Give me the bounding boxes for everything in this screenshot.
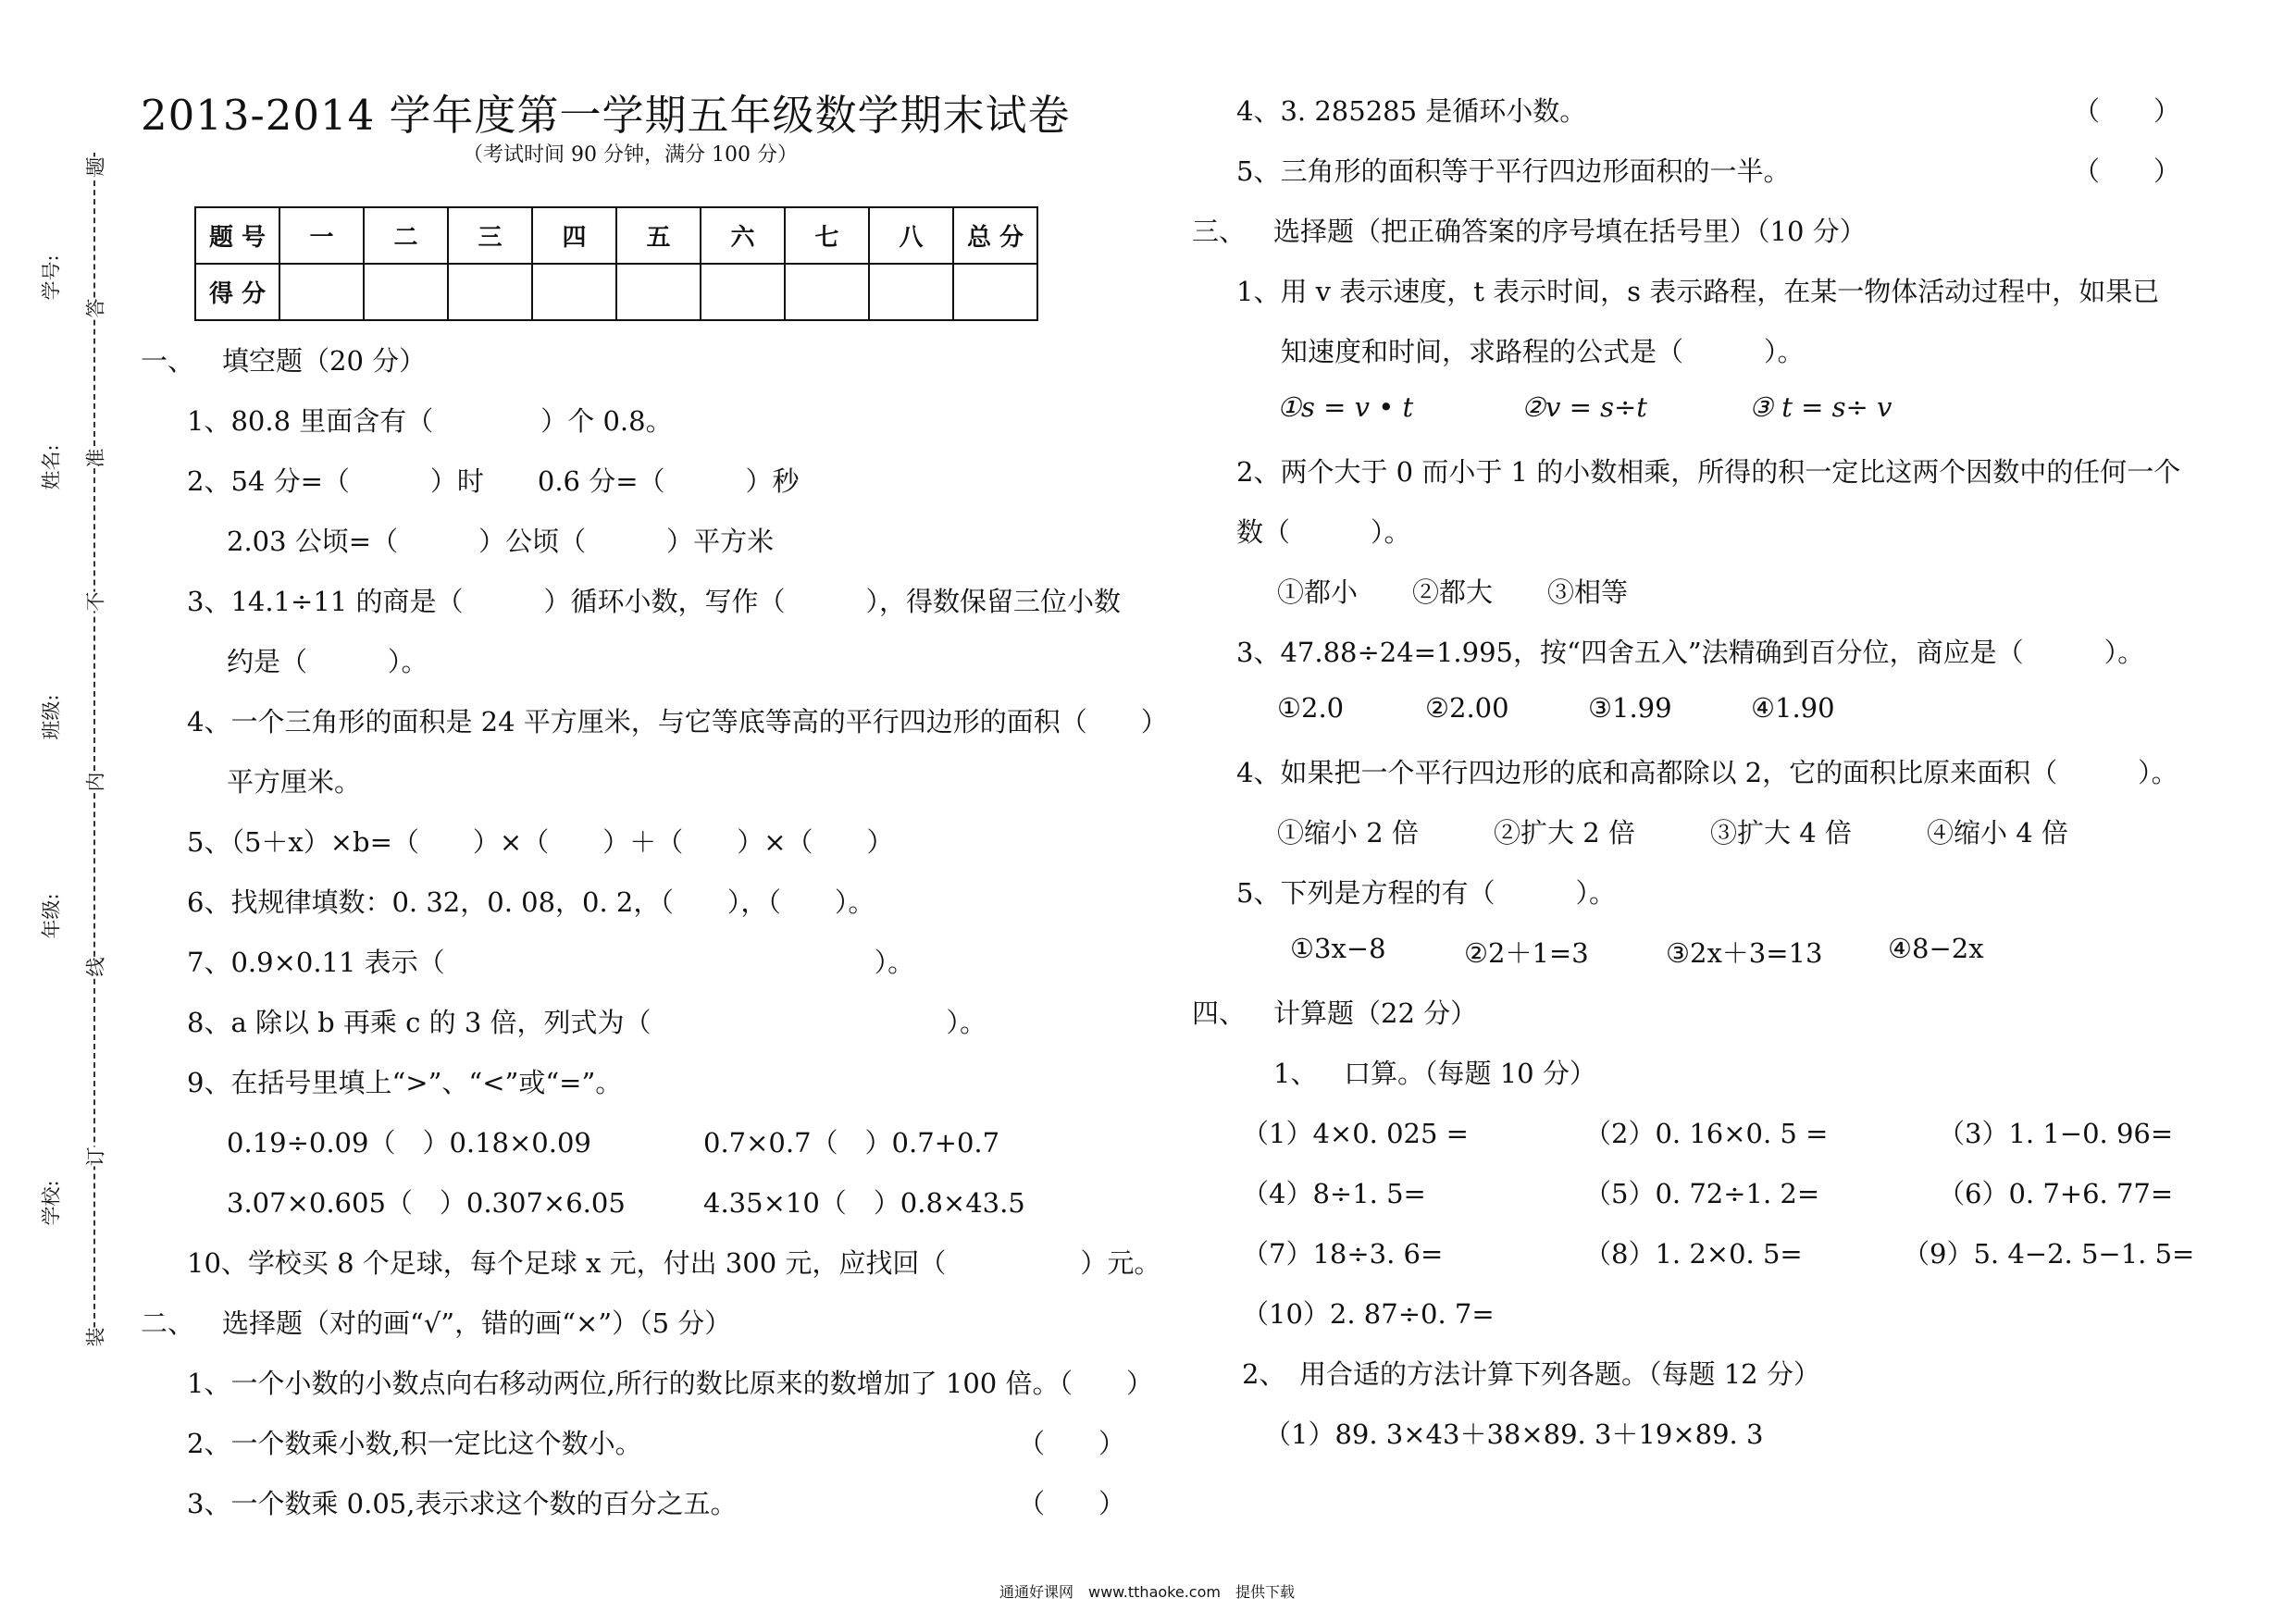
- fill-q4-line2: 平方厘米。: [227, 766, 362, 798]
- margin-char-7: 订: [81, 1147, 109, 1167]
- judge-q4-answer-paren[interactable]: （ ）: [2073, 95, 2181, 127]
- margin-char-1: 题: [81, 157, 109, 177]
- oral-calc-item: （1）4×0. 025 =: [1242, 1118, 1469, 1149]
- fill-q2-line2: 2.03 公顷=（ ）公顷（ ）平方米: [227, 526, 775, 557]
- oral-calc-item: （2）0. 16×0. 5 =: [1584, 1118, 1829, 1149]
- section-3-title: 选择题（把正确答案的序号填在括号里）（10 分）: [1273, 216, 1867, 247]
- oral-calc-item: （7）18÷3. 6=: [1242, 1238, 1444, 1270]
- calc-q1: （1）89. 3×43＋38×89. 3＋19×89. 3: [1264, 1419, 1764, 1450]
- judge-q5-answer-paren[interactable]: （ ）: [2073, 155, 2181, 187]
- score-table-cell: 八: [869, 207, 953, 264]
- oral-calc-item: （3）1. 1−0. 96=: [1938, 1118, 2174, 1149]
- margin-label-school: 学校:: [40, 1180, 63, 1226]
- score-input-cell[interactable]: [953, 264, 1037, 320]
- choice-q3-option[interactable]: ②2.00: [1425, 692, 1509, 724]
- judge-q1: 1、一个小数的小数点向右移动两位,所行的数比原来的数增加了 100 倍。（ ）: [187, 1368, 1153, 1399]
- margin-char-6: 线: [81, 958, 109, 977]
- section-3-number: 三、: [1192, 216, 1247, 247]
- choice-q5-option[interactable]: ②2＋1=3: [1464, 937, 1589, 969]
- score-table-cell: 六: [701, 207, 785, 264]
- margin-label-grade: 年级:: [40, 893, 63, 939]
- oral-calc-item: （9）5. 4−2. 5−1. 5=: [1903, 1238, 2195, 1270]
- score-input-cell[interactable]: [701, 264, 785, 320]
- margin-char-3: 准: [81, 449, 109, 468]
- fill-q6: 6、找规律填数：0. 32，0. 08，0. 2，（ ），（ ）。: [187, 886, 875, 918]
- subsection-2-number: 2、: [1242, 1358, 1286, 1390]
- choice-q1-line1: 1、用 v 表示速度，t 表示时间，s 表示路程，在某一物体活动过程中，如果已: [1236, 276, 2160, 307]
- score-table-cell: 四: [532, 207, 616, 264]
- choice-q3-option[interactable]: ①2.0: [1277, 692, 1345, 724]
- score-table-score-row: [195, 264, 1037, 320]
- score-table-cell: 总 分: [953, 207, 1037, 264]
- score-input-cell[interactable]: [869, 264, 953, 320]
- subsection-2-title: 用合适的方法计算下列各题。（每题 12 分）: [1299, 1358, 1820, 1390]
- choice-q4-option[interactable]: ①缩小 2 倍: [1277, 817, 1419, 849]
- oral-calc-item: （4）8÷1. 5=: [1242, 1178, 1426, 1209]
- section-4-number: 四、: [1192, 997, 1247, 1029]
- judge-q2-answer-paren[interactable]: （ ）: [1018, 1428, 1126, 1459]
- footer-source: 通通好课网 www.tthaoke.com 提供下载: [999, 1583, 1295, 1601]
- choice-q2-line1: 2、两个大于 0 而小于 1 的小数相乘，所得的积一定比这两个因数中的任何一个: [1236, 456, 2181, 488]
- choice-q1-option[interactable]: ①s = v • t: [1277, 391, 1414, 423]
- fill-q9: 9、在括号里填上“>”、“<”或“=”。: [187, 1067, 623, 1098]
- section-4-title: 计算题（22 分）: [1273, 997, 1478, 1029]
- margin-char-4: 不: [81, 592, 109, 612]
- subsection-1-title: 口算。（每题 10 分）: [1344, 1058, 1596, 1089]
- oral-calc-item: （8）1. 2×0. 5=: [1584, 1238, 1803, 1270]
- score-input-cell[interactable]: [279, 264, 364, 320]
- score-table-cell: 三: [448, 207, 532, 264]
- choice-q5-option[interactable]: ④8−2x: [1888, 933, 1984, 964]
- fill-q10: 10、学校买 8 个足球，每个足球 x 元，付出 300 元，应找回（ ）元。: [187, 1247, 1161, 1279]
- choice-q4-option[interactable]: ②扩大 2 倍: [1494, 817, 1635, 849]
- choice-q1-line2: 知速度和时间，求路程的公式是（ ）。: [1281, 336, 1805, 367]
- judge-q2: 2、一个数乘小数,积一定比这个数小。: [187, 1428, 642, 1459]
- fill-q3-line2: 约是（ ）。: [227, 646, 428, 677]
- score-table-cell: 七: [785, 207, 869, 264]
- binding-dashed-line: [93, 153, 95, 1346]
- exam-title: 2013-2014 学年度第一学期五年级数学期末试卷: [141, 91, 1071, 140]
- score-table-cell: 二: [364, 207, 448, 264]
- score-input-cell[interactable]: [616, 264, 701, 320]
- score-input-cell[interactable]: [364, 264, 448, 320]
- margin-label-class: 班级:: [40, 694, 63, 740]
- fill-q3-line1: 3、14.1÷11 的商是（ ）循环小数，写作（ ），得数保留三位小数: [187, 586, 1121, 617]
- fill-q2-line1: 2、54 分=（ ）时 0.6 分=（ ）秒: [187, 465, 800, 497]
- choice-q1-option[interactable]: ③ t = s÷ v: [1749, 391, 1893, 423]
- choice-q1-option[interactable]: ②v = s÷t: [1521, 391, 1647, 423]
- fill-q9-item-3: 3.07×0.605（ ）0.307×6.05: [227, 1187, 626, 1219]
- score-input-cell[interactable]: [785, 264, 869, 320]
- section-1-title: 填空题（20 分）: [222, 345, 427, 377]
- oral-calc-item: （6）0. 7+6. 77=: [1938, 1178, 2174, 1209]
- margin-char-8: 装: [81, 1328, 109, 1347]
- judge-q3-answer-paren[interactable]: （ ）: [1018, 1488, 1126, 1519]
- subsection-1-number: 1、: [1273, 1058, 1318, 1089]
- choice-q4-option[interactable]: ④缩小 4 倍: [1927, 817, 2068, 849]
- section-2-number: 二、: [141, 1307, 195, 1339]
- choice-q4: 4、如果把一个平行四边形的底和高都除以 2，它的面积比原来面积（ ）。: [1236, 757, 2178, 788]
- fill-q5: 5、（5＋x）×b=（ ）×（ ）＋（ ）×（ ）: [187, 826, 894, 858]
- margin-char-5: 内: [81, 773, 109, 792]
- fill-q7: 7、0.9×0.11 表示（ ）。: [187, 947, 915, 978]
- judge-q3: 3、一个数乘 0.05,表示求这个数的百分之五。: [187, 1488, 738, 1519]
- judge-q4: 4、3. 285285 是循环小数。: [1236, 95, 1587, 127]
- choice-q4-option[interactable]: ③扩大 4 倍: [1710, 817, 1852, 849]
- margin-label-student-id: 学号:: [40, 254, 63, 301]
- choice-q2-line2: 数（ ）。: [1236, 516, 1411, 548]
- margin-label-name: 姓名:: [40, 444, 63, 490]
- margin-char-2: 答: [81, 299, 109, 318]
- fill-q1: 1、80.8 里面含有（ ）个 0.8。: [187, 405, 673, 437]
- oral-calc-item: （10）2. 87÷0. 7=: [1242, 1298, 1495, 1330]
- score-table-cell: 得 分: [195, 264, 279, 320]
- oral-calc-item: （5）0. 72÷1. 2=: [1584, 1178, 1820, 1209]
- fill-q8: 8、a 除以 b 再乘 c 的 3 倍，列式为（ ）。: [187, 1007, 987, 1038]
- choice-q3-option[interactable]: ④1.90: [1751, 692, 1835, 724]
- fill-q4-line1: 4、一个三角形的面积是 24 平方厘米，与它等底等高的平行四边形的面积（ ）: [187, 706, 1168, 737]
- exam-subtitle: （考试时间 90 分钟，满分 100 分）: [463, 143, 798, 167]
- score-input-cell[interactable]: [448, 264, 532, 320]
- choice-q2-option[interactable]: ②都大: [1412, 576, 1494, 608]
- score-table-cell: 一: [279, 207, 364, 264]
- score-input-cell[interactable]: [532, 264, 616, 320]
- fill-q9-item-1: 0.19÷0.09（ ）0.18×0.09: [227, 1127, 591, 1158]
- score-table-cell: 题 号: [195, 207, 279, 264]
- judge-q5: 5、三角形的面积等于平行四边形面积的一半。: [1236, 155, 1791, 187]
- score-table-cell: 五: [616, 207, 701, 264]
- choice-q3: 3、47.88÷24=1.995，按“四舍五入”法精确到百分位，商应是（ ）。: [1236, 637, 2145, 668]
- fill-q9-item-2: 0.7×0.7（ ）0.7+0.7: [703, 1127, 1000, 1158]
- choice-q5-option[interactable]: ①3x−8: [1290, 933, 1386, 964]
- choice-q5-option[interactable]: ③2x＋3=13: [1666, 937, 1823, 969]
- choice-q5: 5、下列是方程的有（ ）。: [1236, 877, 1616, 909]
- score-table-header-row: [195, 207, 1037, 264]
- fill-q9-item-4: 4.35×10（ ）0.8×43.5: [703, 1187, 1025, 1219]
- choice-q2-option[interactable]: ①都小: [1277, 576, 1359, 608]
- choice-q2-option[interactable]: ③相等: [1547, 576, 1629, 608]
- choice-q3-option[interactable]: ③1.99: [1588, 692, 1672, 724]
- score-table: [194, 206, 1038, 321]
- section-2-title: 选择题（对的画“√”，错的画“×”）（5 分）: [222, 1307, 732, 1339]
- section-1-number: 一、: [141, 345, 195, 377]
